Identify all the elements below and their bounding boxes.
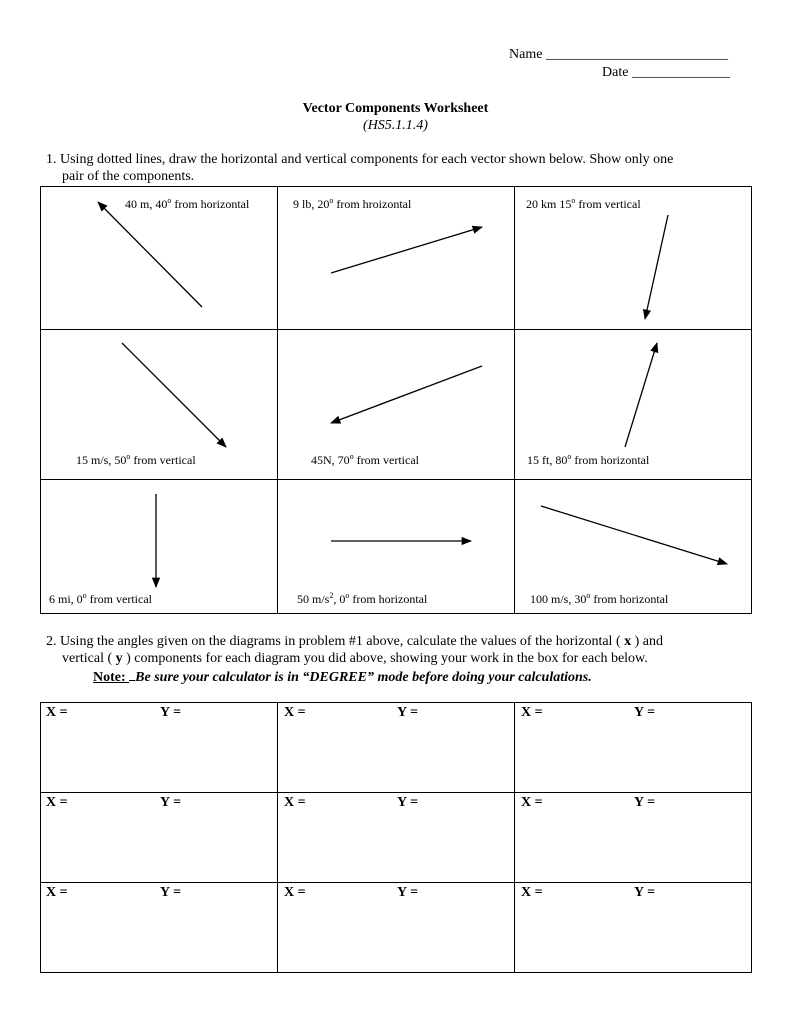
- answer-y-6: Y =: [634, 795, 656, 810]
- answer-x-9: X =: [521, 885, 543, 900]
- vector-arrow-4: [122, 343, 226, 447]
- date-label: Date: [602, 65, 629, 80]
- note-label: Note:: [93, 670, 130, 685]
- vector-label-6: 15 ft, 80$^o$ from horizontal: [527, 452, 650, 467]
- vector-label-9: 100 m/s, 30$^o$ from horizontal: [530, 591, 669, 606]
- answer-x-1: X =: [46, 705, 68, 720]
- answer-y-7: Y =: [160, 885, 182, 900]
- question-1-text-line1: Using dotted lines, draw the horizontal and vertical components for each vector shown below. Show only one: [60, 152, 674, 167]
- name-blank: __________________________: [545, 47, 728, 62]
- name-label: Name: [509, 47, 543, 62]
- question-2-y-var: y: [115, 651, 123, 666]
- question-2-x-var: x: [624, 634, 632, 649]
- page-subtitle: (HS5.1.1.4): [363, 118, 428, 133]
- vector-arrow-9: [541, 506, 727, 564]
- question-2-text-line1-end: ) and: [634, 634, 663, 649]
- answer-y-4: Y =: [160, 795, 182, 810]
- vector-arrow-5: [331, 366, 482, 423]
- question-1-text-line2: pair of the components.: [62, 169, 195, 184]
- answer-x-8: X =: [284, 885, 306, 900]
- question-2-text-line2-end: ) components for each diagram you did above, showing your work in the box for each below.: [126, 651, 648, 666]
- vector-arrow-1: [98, 202, 202, 307]
- calculator-note: [93, 668, 592, 686]
- answer-x-6: X =: [521, 795, 543, 810]
- answer-x-3: X =: [521, 705, 543, 720]
- vector-label-5: 45N, 70$^o$ from vertical: [311, 452, 419, 467]
- answer-y-8: Y =: [397, 885, 419, 900]
- question-1-number: 1.: [46, 152, 57, 167]
- question-2-text-line2-start: vertical (: [62, 651, 113, 666]
- question-2: [46, 633, 766, 667]
- page-title: Vector Components Worksheet: [302, 101, 489, 116]
- question-2-number: 2.: [46, 634, 57, 649]
- vector-label-7: 6 mi, 0$^o$ from vertical: [49, 591, 152, 606]
- question-2-text-line1: Using the angles given on the diagrams in problem #1 above, calculate the values of the horizontal (: [60, 634, 621, 649]
- answer-y-3: Y =: [634, 705, 656, 720]
- vector-label-2: 9 lb, 20$^o$ from hroizontal: [293, 196, 412, 211]
- vector-arrow-3: [645, 215, 668, 319]
- vector-label-1: 40 m, 40$^o$ from horizontal: [125, 196, 250, 211]
- answer-y-9: Y =: [634, 885, 656, 900]
- vector-grid-lines: [41, 187, 752, 614]
- vector-label-8: 50 $m/s^2$, 0$^o$ from horizontal: [297, 591, 428, 606]
- note-text: Be sure your calculator is in “DEGREE” mode before doing your calculations.: [135, 670, 592, 685]
- answer-x-2: X =: [284, 705, 306, 720]
- vector-arrow-2: [331, 227, 482, 273]
- answer-x-4: X =: [46, 795, 68, 810]
- vector-arrow-6: [625, 343, 657, 447]
- answer-y-1: Y =: [160, 705, 182, 720]
- vector-label-3: 20 km 15$^o$ from vertical: [526, 196, 641, 211]
- answer-grid-lines: [41, 703, 752, 973]
- answer-y-2: Y =: [397, 705, 419, 720]
- date-blank: ______________: [631, 65, 730, 80]
- vector-label-4: 15 m/s, 50$^o$ from vertical: [76, 452, 196, 467]
- answer-x-5: X =: [284, 795, 306, 810]
- answer-y-5: Y =: [397, 795, 419, 810]
- answer-x-7: X =: [46, 885, 68, 900]
